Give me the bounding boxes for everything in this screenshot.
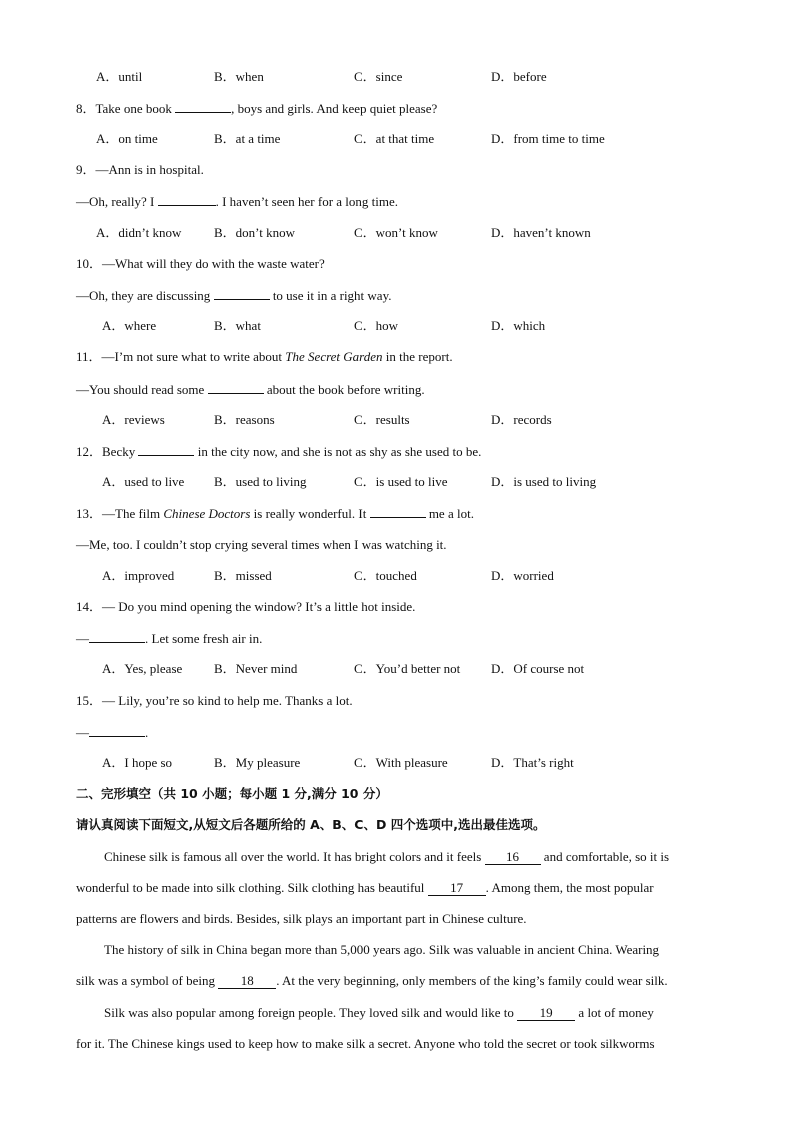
passage-text: silk was a symbol of being xyxy=(76,973,219,988)
q10-option-b[interactable]: B．what xyxy=(214,318,261,333)
q15-option-c[interactable]: C．With pleasure xyxy=(354,755,448,770)
q14-prompt: 14．— Do you mind opening the window? It’s a little hot inside. xyxy=(76,599,416,614)
q13-text-pre: 13．—The film xyxy=(76,506,164,521)
q10-option-d[interactable]: D．which xyxy=(491,318,546,333)
passage-text: . At the very beginning, only members of the king’s family could wear silk. xyxy=(276,973,668,988)
q9-stem xyxy=(76,192,398,211)
q10-text-pre: —Oh, they are discussing xyxy=(76,288,214,303)
q11-text-pre: 11．—I’m not sure what to write about xyxy=(76,349,286,364)
q8-blank xyxy=(175,99,231,113)
passage-text: Chinese silk is famous all over the world. It has bright colors and it feels xyxy=(104,849,485,864)
q11-book-title: The Secret Garden xyxy=(285,349,383,364)
q13-option-b[interactable]: B．missed xyxy=(214,568,272,583)
q13-response: —Me, too. I couldn’t stop crying several times when I was watching it. xyxy=(76,537,447,552)
q7-option-d[interactable]: D．before xyxy=(491,69,547,84)
passage-text: Silk was also popular among foreign people. They loved silk and would like to xyxy=(104,1005,518,1020)
q13-film-title: Chinese Doctors xyxy=(163,506,251,521)
q12-option-b[interactable]: B．used to living xyxy=(214,474,307,489)
q15-text-post: . xyxy=(145,725,149,740)
q8-stem xyxy=(76,99,437,118)
q12-option-a[interactable]: A．used to live xyxy=(102,474,185,489)
q15-stem xyxy=(76,723,148,742)
q8-option-a[interactable]: A．on time xyxy=(96,131,158,146)
q8-option-b[interactable]: B．at a time xyxy=(214,131,281,146)
q15-option-a[interactable]: A．I hope so xyxy=(102,755,173,770)
q11-blank xyxy=(208,380,264,394)
q10-prompt: 10．—What will they do with the waste water? xyxy=(76,256,325,271)
q7-option-a[interactable]: A．until xyxy=(96,69,143,84)
q13-option-a[interactable]: A．improved xyxy=(102,568,175,583)
q11-stem xyxy=(76,380,425,399)
q11-option-a[interactable]: A．reviews xyxy=(102,412,165,427)
section-heading: 二、完形填空（共 10 小题；每小题 1 分,满分 10 分） xyxy=(76,786,388,801)
q9-blank xyxy=(158,192,216,206)
passage-text: wonderful to be made into silk clothing. Silk clothing has beautiful xyxy=(76,880,428,895)
q12-stem xyxy=(76,442,481,461)
passage-line xyxy=(76,972,718,990)
q8-option-d[interactable]: D．from time to time xyxy=(491,131,605,146)
q13-text-post: me a lot. xyxy=(425,506,474,521)
q13-stem xyxy=(76,504,474,523)
q9-option-d[interactable]: D．haven’t known xyxy=(491,225,591,240)
q15-blank xyxy=(89,723,145,737)
q14-text-post: . Let some fresh air in. xyxy=(145,631,263,646)
q13-option-d[interactable]: D．worried xyxy=(491,568,554,583)
blank-19[interactable]: 19 xyxy=(517,1006,575,1021)
q9-option-a[interactable]: A．didn’t know xyxy=(96,225,182,240)
passage-line xyxy=(76,1004,718,1022)
q14-stem xyxy=(76,629,262,648)
q11-option-b[interactable]: B．reasons xyxy=(214,412,275,427)
q12-blank xyxy=(138,442,194,456)
blank-16[interactable]: 16 xyxy=(485,850,541,865)
q12-text-post: in the city now, and she is not as shy as she used to be. xyxy=(194,444,482,459)
q8-text-pre: 8．Take one book xyxy=(76,101,176,116)
q7-option-b[interactable]: B．when xyxy=(214,69,264,84)
q10-blank xyxy=(214,286,270,300)
passage-line xyxy=(76,879,718,897)
passage-line: for it. The Chinese kings used to keep how to make silk a secret. Anyone who told the secret or took silkworms xyxy=(76,1036,655,1051)
q9-option-b[interactable]: B．don’t know xyxy=(214,225,296,240)
q10-text-post: to use it in a right way. xyxy=(269,288,392,303)
passage-text: and comfortable, so it is xyxy=(540,849,670,864)
q10-option-a[interactable]: A．where xyxy=(102,318,157,333)
passage-line: The history of silk in China began more than 5,000 years ago. Silk was valuable in ancient China. Wearing xyxy=(104,942,660,957)
q14-option-b[interactable]: B．Never mind xyxy=(214,661,298,676)
q15-prompt: 15．— Lily, you’re so kind to help me. Thanks a lot. xyxy=(76,693,353,708)
q15-text-pre: — xyxy=(76,725,89,740)
q13-blank xyxy=(370,504,426,518)
q9-option-c[interactable]: C．won’t know xyxy=(354,225,438,240)
passage-line xyxy=(76,848,718,866)
q9-text-pre: —Oh, really? I xyxy=(76,194,158,209)
q14-option-c[interactable]: C．You’d better not xyxy=(354,661,461,676)
q13-text-mid: is really wonderful. It xyxy=(250,506,370,521)
q9-text-post: . I haven’t seen her for a long time. xyxy=(215,194,399,209)
q11-text-pre2: —You should read some xyxy=(76,382,208,397)
q12-text-pre: 12．Becky xyxy=(76,444,139,459)
q14-option-a[interactable]: A．Yes, please xyxy=(102,661,183,676)
q13-option-c[interactable]: C．touched xyxy=(354,568,417,583)
q14-blank xyxy=(89,629,145,643)
q12-option-d[interactable]: D．is used to living xyxy=(491,474,597,489)
q8-option-c[interactable]: C．at that time xyxy=(354,131,435,146)
q11-text-post: in the report. xyxy=(382,349,453,364)
q15-option-d[interactable]: D．That’s right xyxy=(491,755,574,770)
section-instruction: 请认真阅读下面短文,从短文后各题所给的 A、B、C、D 四个选项中,选出最佳选项。 xyxy=(76,817,546,832)
q15-option-b[interactable]: B．My pleasure xyxy=(214,755,301,770)
q11-option-c[interactable]: C．results xyxy=(354,412,410,427)
q11-option-d[interactable]: D．records xyxy=(491,412,552,427)
q12-option-c[interactable]: C．is used to live xyxy=(354,474,448,489)
q14-text-pre: — xyxy=(76,631,89,646)
q9-prompt: 9．—Ann is in hospital. xyxy=(76,162,204,177)
passage-line: patterns are flowers and birds. Besides, silk plays an important part in Chinese culture. xyxy=(76,911,527,926)
blank-18[interactable]: 18 xyxy=(218,974,276,989)
q14-option-d[interactable]: D．Of course not xyxy=(491,661,585,676)
passage-text: . Among them, the most popular xyxy=(485,880,654,895)
q11-text-post2: about the book before writing. xyxy=(263,382,425,397)
q11-prompt xyxy=(76,348,453,366)
passage-text: a lot of money xyxy=(575,1005,654,1020)
q8-text-post: , boys and girls. And keep quiet please? xyxy=(231,101,438,116)
blank-17[interactable]: 17 xyxy=(428,881,486,896)
q10-option-c[interactable]: C．how xyxy=(354,318,399,333)
q7-option-c[interactable]: C．since xyxy=(354,69,403,84)
q10-stem xyxy=(76,286,391,305)
